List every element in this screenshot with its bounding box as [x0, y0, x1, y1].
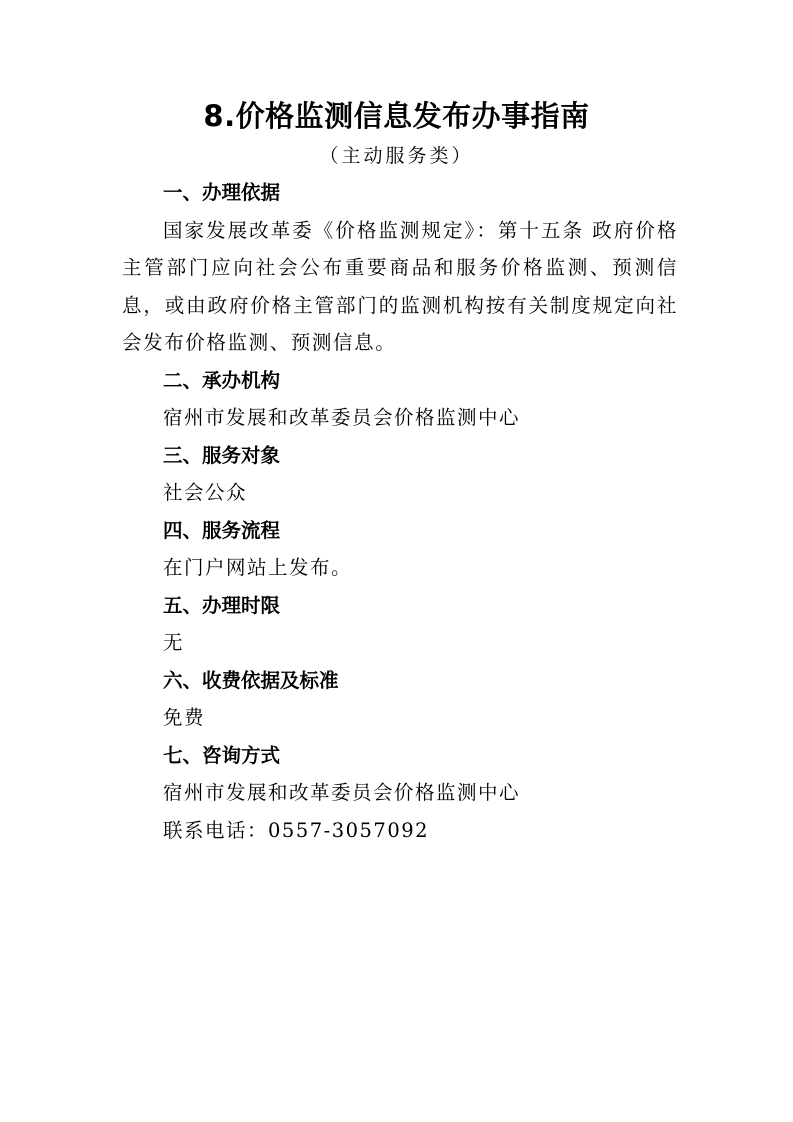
section-heading: 二、承办机构 — [163, 368, 281, 392]
section-heading: 一、办理依据 — [163, 181, 281, 204]
section-consultation — [122, 737, 678, 850]
section-heading: 五、办理时限 — [163, 593, 281, 617]
section-service-process — [122, 512, 678, 587]
page-title: 8.价格监测信息发布办事指南 — [203, 99, 590, 133]
section-text: 宿州市发展和改革委员会价格监测中心 — [163, 781, 521, 804]
document-body — [122, 174, 678, 849]
section-heading: 四、服务流程 — [163, 518, 281, 542]
section-heading: 六、收费依据及标准 — [163, 668, 339, 692]
section-text: 免费 — [163, 706, 206, 729]
section-fees — [122, 662, 678, 737]
section-heading: 七、咨询方式 — [163, 743, 281, 767]
section-text: 宿州市发展和改革委员会价格监测中心 — [163, 406, 521, 429]
section-heading: 三、服务对象 — [163, 443, 281, 467]
page-subtitle: （主动服务类） — [319, 145, 474, 167]
section-handling-agency — [122, 362, 678, 437]
section-text: 国家发展改革委《价格监测规定》：第十五条 政府价格主管部门应向社会公布重要商品和服务价格监测、预测信息，或由政府价格主管部门的监测机构按有关制度规定向社会发布价格监测、预测信息。 — [122, 218, 678, 354]
section-service-target — [122, 437, 678, 512]
contact-phone: 联系电话：0557-3057092 — [163, 818, 430, 842]
section-basis — [122, 174, 678, 362]
section-time-limit — [122, 587, 678, 662]
section-text: 在门户网站上发布。 — [163, 556, 353, 579]
section-text: 社会公众 — [163, 481, 248, 504]
section-text: 无 — [163, 631, 185, 654]
